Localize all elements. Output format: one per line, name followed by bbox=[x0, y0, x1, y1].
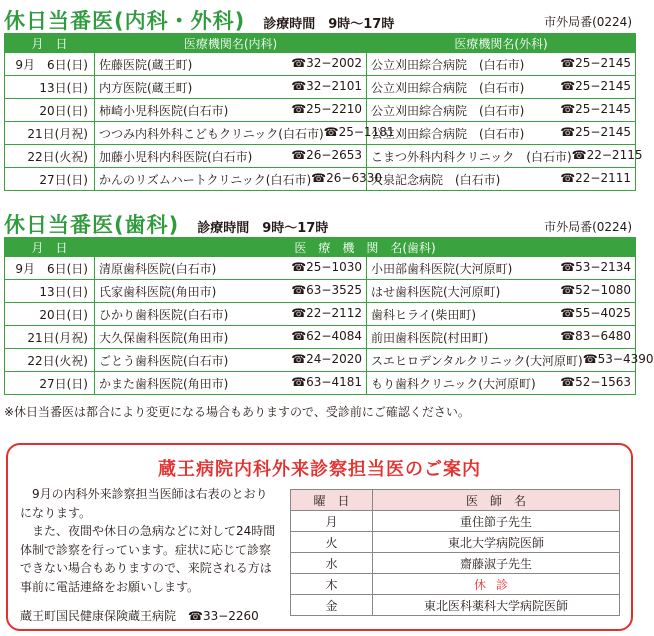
clinic-name: 内方医院(蔵王町) bbox=[99, 80, 193, 95]
clinic-phone: ☎26−2653 bbox=[291, 147, 362, 162]
clinic-cell bbox=[95, 303, 367, 326]
clinic-cell bbox=[367, 76, 636, 99]
clinic-phone: ☎22−2115 bbox=[571, 147, 643, 162]
dental-area-code: 市外局番(0224) bbox=[544, 220, 632, 234]
internal-header bbox=[4, 5, 394, 35]
row-date: 20日(日) bbox=[5, 99, 95, 122]
schedule-row bbox=[291, 532, 620, 553]
clinic-name: もり歯科クリニック(大河原町) bbox=[371, 376, 536, 391]
clinic-name: 氏家歯科医院(角田市) bbox=[99, 284, 217, 299]
doctor-name: 齋藤淑子先生 bbox=[373, 553, 620, 574]
col-header-date: 月 日 bbox=[5, 238, 95, 257]
row-date: 9月 6日(日) bbox=[5, 257, 95, 280]
col-header-surgery: 医療機関名(外科) bbox=[367, 34, 636, 53]
clinic-name: 加藤小児科内科医院(白石市) bbox=[99, 149, 253, 164]
schedule-row bbox=[291, 595, 620, 616]
dental-hours: 診療時間 9時～17時 bbox=[197, 221, 329, 236]
clinic-phone: ☎25−2145 bbox=[560, 55, 631, 70]
clinic-cell bbox=[95, 257, 367, 280]
clinic-cell bbox=[367, 168, 636, 191]
clinic-name: かまた歯科医院(角田市) bbox=[99, 376, 229, 391]
weekday: 火 bbox=[291, 532, 373, 553]
table-row bbox=[5, 280, 636, 303]
clinic-phone: ☎25−1030 bbox=[291, 259, 362, 274]
clinic-name: 清原歯科医院(白石市) bbox=[99, 261, 217, 276]
clinic-name: かんのリズムハートクリニック(白石市) bbox=[99, 172, 312, 187]
clinic-name: 大泉記念病院 (白石市) bbox=[371, 172, 501, 187]
schedule-row bbox=[291, 553, 620, 574]
clinic-name: こまつ外科内科クリニック (白石市) bbox=[371, 149, 572, 164]
clinic-phone: ☎25−1181 bbox=[323, 124, 395, 139]
clinic-phone: ☎52−1563 bbox=[560, 374, 631, 389]
col-header-weekday: 曜 日 bbox=[291, 490, 373, 511]
clinic-cell bbox=[95, 145, 367, 168]
row-date: 22日(火祝) bbox=[5, 145, 95, 168]
col-header-date: 月 日 bbox=[5, 34, 95, 53]
col-header-doctor: 医 師 名 bbox=[373, 490, 620, 511]
outpatient-title: 蔵王病院内科外来診察担当医のご案内 bbox=[158, 459, 481, 480]
clinic-cell bbox=[95, 349, 367, 372]
clinic-phone: ☎53−2134 bbox=[560, 259, 631, 274]
dental-header bbox=[4, 209, 328, 239]
clinic-cell bbox=[367, 326, 636, 349]
internal-title: 休日当番医(内科・外科) bbox=[4, 9, 246, 33]
clinic-name: 公立刈田綜合病院 (白石市) bbox=[371, 126, 525, 141]
clinic-name: 公立刈田綜合病院 (白石市) bbox=[371, 57, 525, 72]
clinic-cell bbox=[367, 349, 654, 372]
row-date: 21日(月祝) bbox=[5, 122, 95, 145]
table-row bbox=[5, 372, 636, 395]
clinic-phone: ☎22−2111 bbox=[560, 170, 631, 185]
row-date: 20日(日) bbox=[5, 303, 95, 326]
clinic-cell bbox=[367, 372, 636, 395]
clinic-cell bbox=[367, 122, 636, 145]
clinic-phone: ☎25−2145 bbox=[560, 124, 631, 139]
clinic-phone: ☎26−6330 bbox=[311, 170, 382, 185]
clinic-name: 小田部歯科医院(大河原町) bbox=[371, 261, 513, 276]
clinic-cell bbox=[367, 145, 643, 168]
doctor-name: 東北大学病院医師 bbox=[373, 532, 620, 553]
clinic-cell bbox=[95, 168, 382, 191]
row-date: 27日(日) bbox=[5, 372, 95, 395]
doctor-schedule-table bbox=[290, 489, 620, 616]
clinic-name: 柿崎小児科医院(白石市) bbox=[99, 103, 229, 118]
clinic-cell bbox=[367, 280, 636, 303]
clinic-name: 前田歯科医院(村田町) bbox=[371, 330, 489, 345]
clinic-phone: ☎63−4181 bbox=[291, 374, 362, 389]
internal-hours: 診療時間 9時～17時 bbox=[263, 17, 395, 32]
clinic-cell bbox=[367, 257, 636, 280]
table-row bbox=[5, 53, 636, 76]
dental-title: 休日当番医(歯科) bbox=[4, 213, 180, 237]
clinic-phone: ☎53−4390 bbox=[582, 351, 654, 366]
clinic-name: 佐藤医院(蔵王町) bbox=[99, 57, 193, 72]
col-header-dental: 医 療 機 関 名(歯科) bbox=[95, 238, 636, 257]
table-row bbox=[5, 145, 636, 168]
dental-table bbox=[4, 237, 654, 395]
table-row bbox=[5, 257, 636, 280]
clinic-cell bbox=[95, 76, 367, 99]
table-row bbox=[5, 326, 636, 349]
weekday: 金 bbox=[291, 595, 373, 616]
row-date: 13日(日) bbox=[5, 76, 95, 99]
col-header-internal: 医療機関名(内科) bbox=[95, 34, 367, 53]
weekday: 月 bbox=[291, 511, 373, 532]
clinic-name: ごとう歯科医院(白石市) bbox=[99, 353, 229, 368]
outpatient-body bbox=[20, 485, 278, 596]
table-row bbox=[5, 76, 636, 99]
clinic-cell bbox=[95, 280, 367, 303]
outpatient-info-box bbox=[6, 443, 633, 631]
clinic-phone: ☎25−2210 bbox=[291, 101, 362, 116]
internal-table bbox=[4, 33, 643, 191]
schedule-row bbox=[291, 511, 620, 532]
clinic-phone: ☎25−2145 bbox=[560, 78, 631, 93]
clinic-phone: ☎25−2145 bbox=[560, 101, 631, 116]
clinic-phone: ☎22−2112 bbox=[291, 305, 362, 320]
clinic-name: 大久保歯科医院(角田市) bbox=[99, 330, 229, 345]
row-date: 22日(火祝) bbox=[5, 349, 95, 372]
internal-area-code: 市外局番(0224) bbox=[544, 15, 632, 29]
weekday: 水 bbox=[291, 553, 373, 574]
clinic-cell bbox=[95, 372, 367, 395]
change-notice: ※休日当番医は都合により変更になる場合もありますので、受診前にご確認ください。 bbox=[4, 405, 470, 419]
row-date: 9月 6日(日) bbox=[5, 53, 95, 76]
clinic-phone: ☎32−2002 bbox=[291, 55, 362, 70]
clinic-phone: ☎32−2101 bbox=[291, 78, 362, 93]
table-row bbox=[5, 122, 636, 145]
table-row bbox=[5, 168, 636, 191]
clinic-cell bbox=[95, 326, 367, 349]
clinic-phone: ☎63−3525 bbox=[291, 282, 362, 297]
clinic-name: 公立刈田綜合病院 (白石市) bbox=[371, 80, 525, 95]
clinic-cell bbox=[367, 303, 636, 326]
weekday: 木 bbox=[291, 574, 373, 595]
table-row bbox=[5, 349, 636, 372]
clinic-phone: ☎62−4084 bbox=[291, 328, 362, 343]
table-row bbox=[5, 99, 636, 122]
row-date: 13日(日) bbox=[5, 280, 95, 303]
clinic-phone: ☎55−4025 bbox=[560, 305, 631, 320]
clinic-name: つつみ内科外科こどもクリニック(白石市) bbox=[99, 126, 324, 141]
clinic-cell bbox=[95, 122, 395, 145]
clinic-cell bbox=[95, 53, 367, 76]
table-row bbox=[5, 303, 636, 326]
outpatient-para-2: また、夜間や休日の急病などに対して24時間体制で診察を行っています。症状に応じて診察できない場合もありますので、来院される方は事前に電話連絡をお願いします。 bbox=[20, 524, 276, 594]
schedule-row bbox=[291, 574, 620, 595]
doctor-name: 休診 bbox=[373, 574, 620, 595]
clinic-name: はせ歯科医院(大河原町) bbox=[371, 284, 501, 299]
outpatient-para-1: 9月の内科外来診察担当医師は右表のとおりになります。 bbox=[20, 487, 268, 520]
row-date: 21日(月祝) bbox=[5, 326, 95, 349]
clinic-cell bbox=[95, 99, 367, 122]
clinic-name: スエヒロデンタルクリニック(大河原町) bbox=[371, 353, 583, 368]
clinic-name: ひかり歯科医院(白石市) bbox=[99, 307, 229, 322]
doctor-name: 東北医科薬科大学病院医師 bbox=[373, 595, 620, 616]
clinic-cell bbox=[367, 99, 636, 122]
clinic-phone: ☎52−1080 bbox=[560, 282, 631, 297]
hospital-contact: 蔵王町国民健康保険蔵王病院 ☎33−2260 bbox=[20, 609, 259, 623]
clinic-cell bbox=[367, 53, 636, 76]
clinic-name: 歯科ヒライ(柴田町) bbox=[371, 307, 477, 322]
clinic-phone: ☎24−2020 bbox=[291, 351, 362, 366]
row-date: 27日(日) bbox=[5, 168, 95, 191]
doctor-name: 重住節子先生 bbox=[373, 511, 620, 532]
clinic-name: 公立刈田綜合病院 (白石市) bbox=[371, 103, 525, 118]
clinic-phone: ☎83−6480 bbox=[560, 328, 631, 343]
